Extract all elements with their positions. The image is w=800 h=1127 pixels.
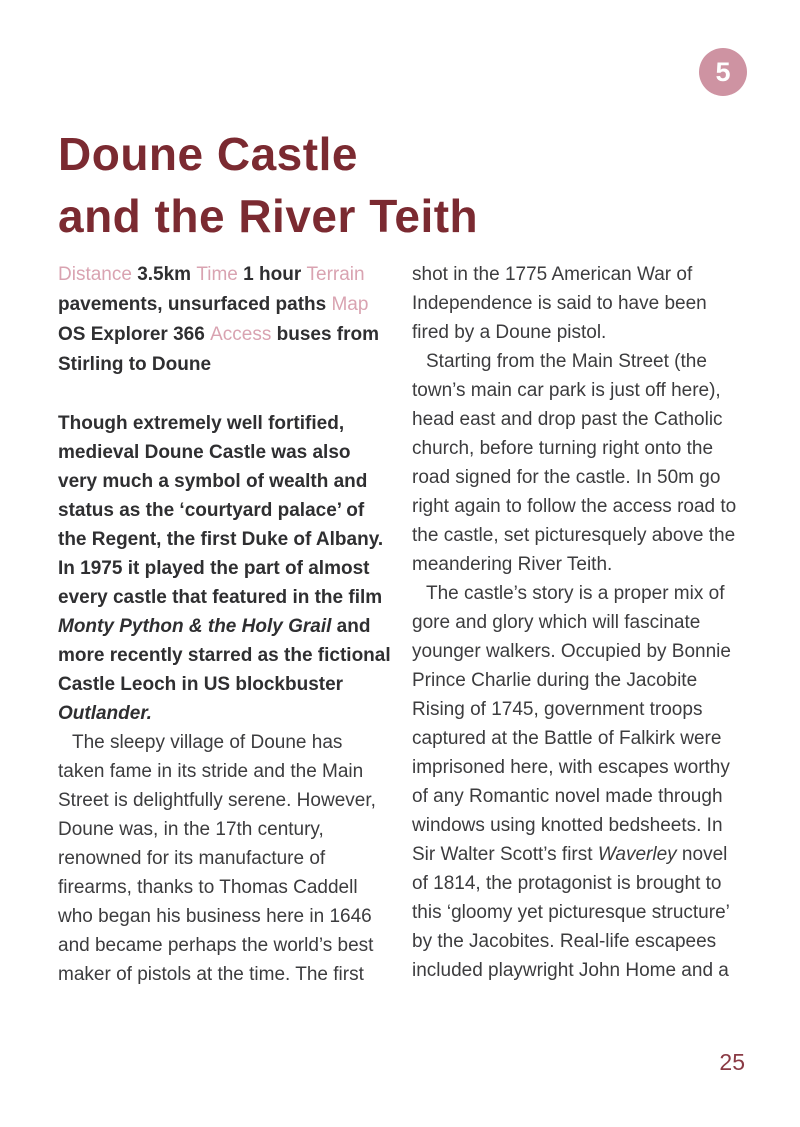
page-title [58,124,478,247]
page-title-line1: Doune Castle [58,128,358,180]
page-title-line2: and the River Teith [58,189,479,242]
left-column [58,260,394,989]
body-paragraph-4: The castle’s story is a proper mix of gore and glory which will fascinate younger walkers. Occupied by Bonnie Prince Charlie during the Jacobite Rising of 1745, government troops captured at the Battle of Falkirk were imprisoned here, with escapes worthy of any Romantic novel made through windows using knotted bedsheets. In Sir Walter Scott’s first Waverley novel of 1814, the protagonist is brought to this ‘gloomy yet picturesque structure’ by the Jacobites. Real-life escapees included playwright John Home and a [412,583,731,981]
page-number: 25 [719,1049,745,1075]
content-columns [58,260,748,989]
body-paragraph-2: shot in the 1775 American War of Independence is said to have been fired by a Doune pistol. [412,264,707,343]
route-number: 5 [715,56,731,87]
route-info-block: Distance 3.5km Time 1 hour Terrain pavements, unsurfaced paths Map OS Explorer 366 Access buses from Stirling to Doune [58,264,380,375]
body-paragraph-1: The sleepy village of Doune has taken fame in its stride and the Main Street is delightfully serene. However, Doune was, in the 17th century, renowned for its manufacture of firearms, thanks to Thomas Caddell who began his business here in 1646 and became perhaps the world’s best maker of pistols at the time. The first [58,732,376,985]
route-number-badge [699,48,747,96]
body-paragraph-3: Starting from the Main Street (the town’s main car park is just off here), head east and drop past the Catholic church, before turning right onto the road signed for the castle. In 50m go right again to follow the access road to the castle, set picturesquely above the meandering River Teith. [412,351,737,575]
right-column [412,260,748,989]
intro-paragraph: Though extremely well fortified, medieval Doune Castle was also very much a symbol of wealth and status as the ‘courtyard palace’ of the Regent, the first Duke of Albany. In 1975 it played the part of almost every castle that featured in the film Monty Python & the Holy Grail and more recently starred as the fictional Castle Leoch in US blockbuster Outlander. [58,413,391,724]
